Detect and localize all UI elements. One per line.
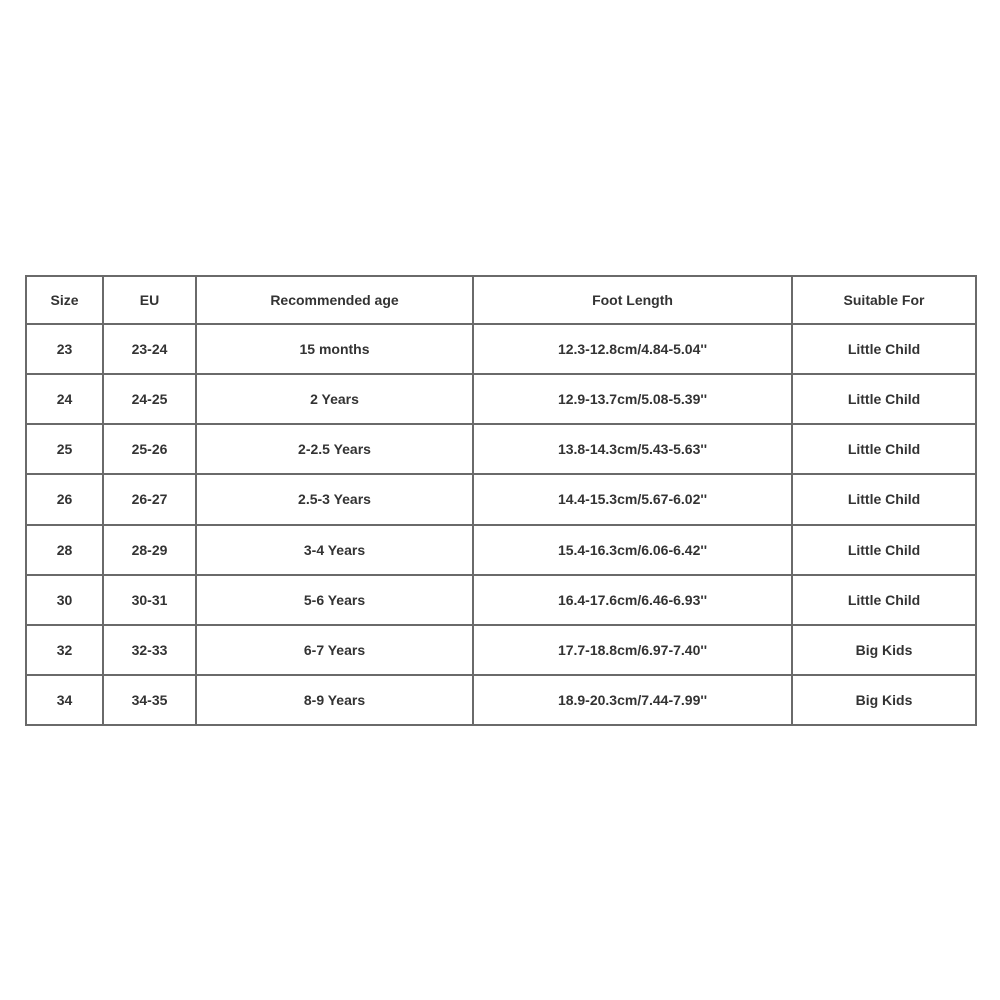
table-row: [26, 625, 976, 675]
cell-foot-length: 15.4-16.3cm/6.06-6.42'': [473, 525, 792, 575]
cell-foot-length: 13.8-14.3cm/5.43-5.63'': [473, 424, 792, 474]
cell-eu: 23-24: [103, 324, 196, 374]
table-row: [26, 424, 976, 474]
cell-eu: 25-26: [103, 424, 196, 474]
cell-suitable-for: Little Child: [792, 374, 976, 424]
cell-size: 30: [26, 575, 103, 625]
cell-recommended-age: 6-7 Years: [196, 625, 473, 675]
cell-eu: 26-27: [103, 474, 196, 524]
cell-size: 28: [26, 525, 103, 575]
cell-suitable-for: Little Child: [792, 525, 976, 575]
cell-size: 25: [26, 424, 103, 474]
table-row: [26, 324, 976, 374]
cell-recommended-age: 2.5-3 Years: [196, 474, 473, 524]
cell-foot-length: 17.7-18.8cm/6.97-7.40'': [473, 625, 792, 675]
cell-foot-length: 12.3-12.8cm/4.84-5.04'': [473, 324, 792, 374]
cell-foot-length: 16.4-17.6cm/6.46-6.93'': [473, 575, 792, 625]
cell-size: 26: [26, 474, 103, 524]
cell-foot-length: 14.4-15.3cm/5.67-6.02'': [473, 474, 792, 524]
table-row: [26, 675, 976, 725]
cell-suitable-for: Big Kids: [792, 625, 976, 675]
table-row: [26, 374, 976, 424]
table-header-row: [26, 276, 976, 324]
header-suitable-for: Suitable For: [792, 276, 976, 324]
table-row: [26, 575, 976, 625]
size-chart-table: [25, 275, 977, 726]
cell-recommended-age: 3-4 Years: [196, 525, 473, 575]
header-size: Size: [26, 276, 103, 324]
cell-size: 32: [26, 625, 103, 675]
header-foot-length: Foot Length: [473, 276, 792, 324]
cell-suitable-for: Little Child: [792, 424, 976, 474]
cell-suitable-for: Little Child: [792, 575, 976, 625]
header-eu: EU: [103, 276, 196, 324]
cell-recommended-age: 2-2.5 Years: [196, 424, 473, 474]
table-row: [26, 474, 976, 524]
cell-eu: 24-25: [103, 374, 196, 424]
cell-eu: 34-35: [103, 675, 196, 725]
cell-recommended-age: 5-6 Years: [196, 575, 473, 625]
cell-foot-length: 12.9-13.7cm/5.08-5.39'': [473, 374, 792, 424]
cell-recommended-age: 15 months: [196, 324, 473, 374]
cell-eu: 32-33: [103, 625, 196, 675]
cell-eu: 28-29: [103, 525, 196, 575]
cell-suitable-for: Big Kids: [792, 675, 976, 725]
cell-size: 34: [26, 675, 103, 725]
cell-foot-length: 18.9-20.3cm/7.44-7.99'': [473, 675, 792, 725]
table-row: [26, 525, 976, 575]
cell-eu: 30-31: [103, 575, 196, 625]
cell-recommended-age: 8-9 Years: [196, 675, 473, 725]
cell-recommended-age: 2 Years: [196, 374, 473, 424]
cell-suitable-for: Little Child: [792, 474, 976, 524]
cell-size: 23: [26, 324, 103, 374]
cell-size: 24: [26, 374, 103, 424]
cell-suitable-for: Little Child: [792, 324, 976, 374]
header-recommended-age: Recommended age: [196, 276, 473, 324]
